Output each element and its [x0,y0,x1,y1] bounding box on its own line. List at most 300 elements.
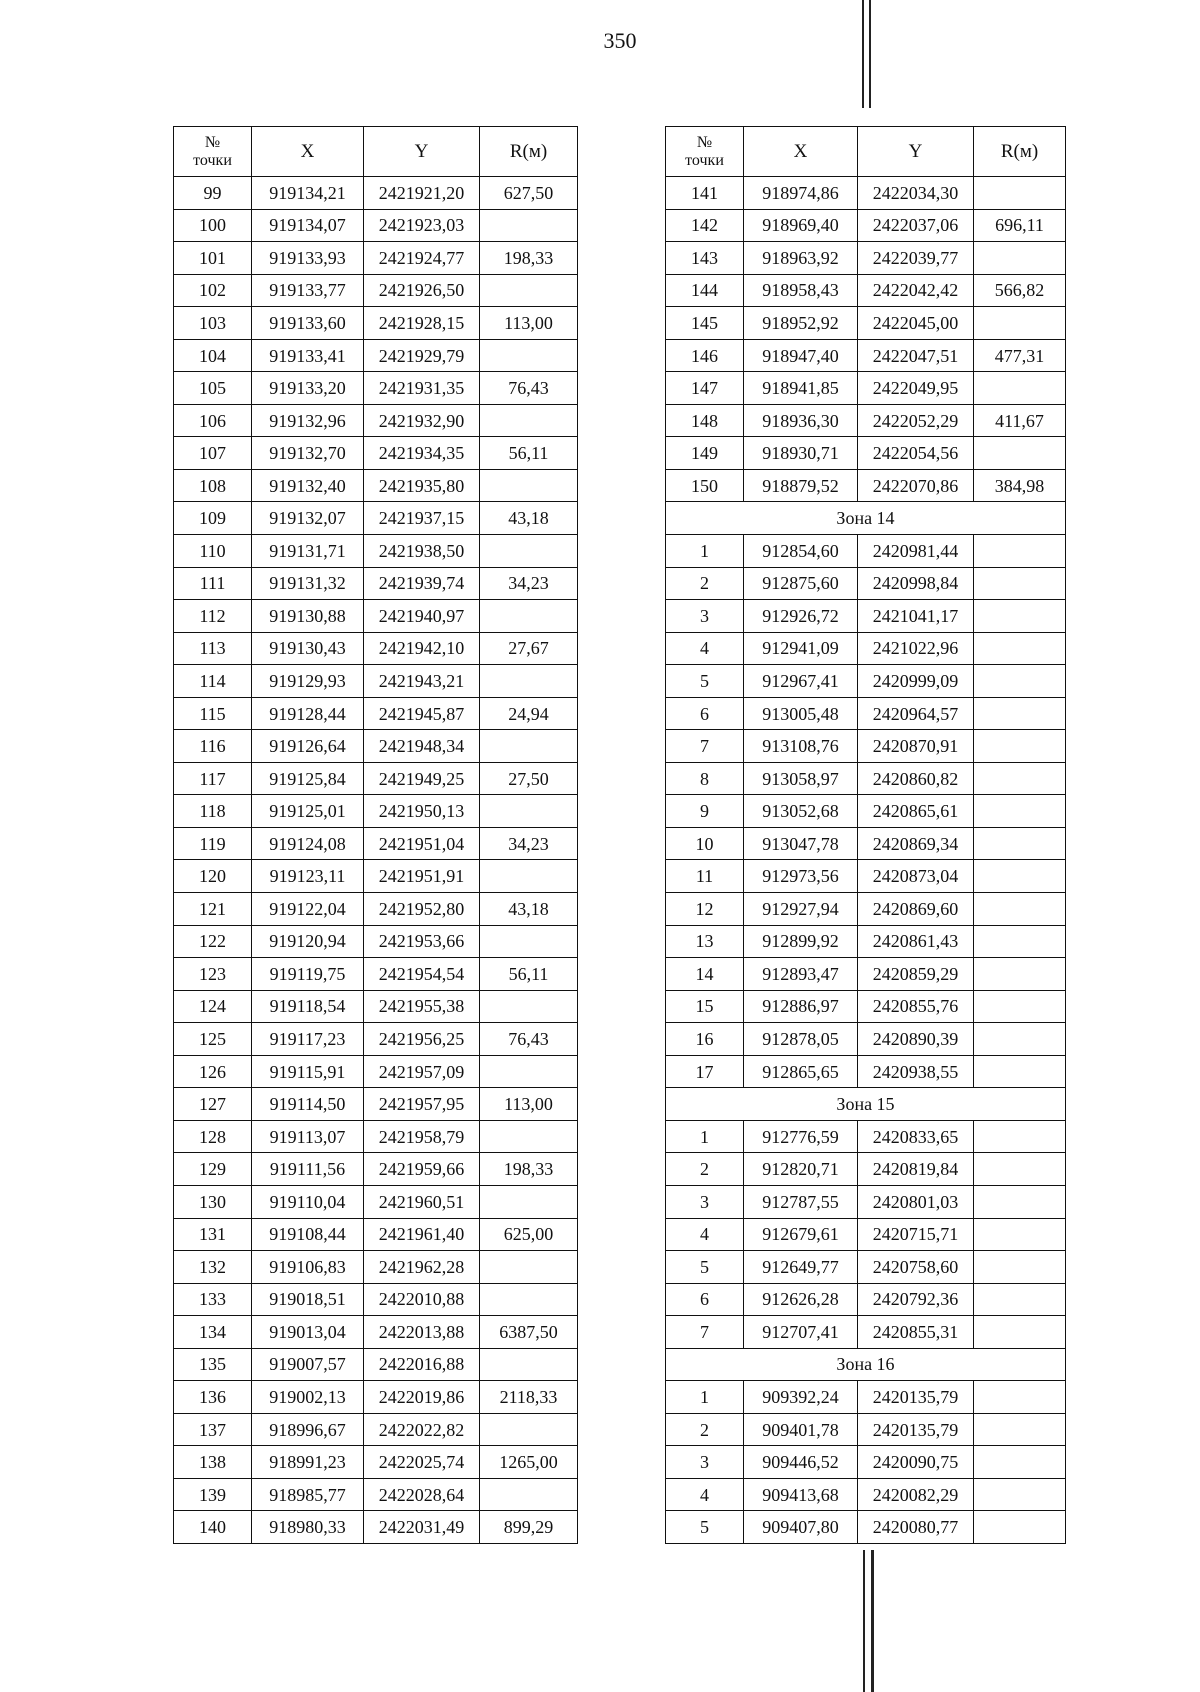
cell-radius [480,1348,578,1381]
table-row [666,1185,1066,1218]
cell-point-number: 2 [666,567,744,600]
cell-y: 2421962,28 [364,1251,480,1284]
cell-point-number: 109 [174,502,252,535]
cell-y: 2422028,64 [364,1478,480,1511]
cell-y: 2420964,57 [858,697,974,730]
cell-point-number: 12 [666,893,744,926]
cell-radius: 113,00 [480,307,578,340]
table-row [174,242,578,275]
cell-x: 919122,04 [252,893,364,926]
cell-point-number: 9 [666,795,744,828]
table-row [174,469,578,502]
cell-point-number: 122 [174,925,252,958]
cell-x: 912875,60 [744,567,858,600]
cell-point-number: 134 [174,1316,252,1349]
cell-y: 2421955,38 [364,990,480,1023]
cell-x: 919115,91 [252,1055,364,1088]
cell-y: 2420715,71 [858,1218,974,1251]
cell-y: 2421926,50 [364,274,480,307]
cell-radius [974,958,1066,991]
table-header-row [174,127,578,177]
cell-radius [480,600,578,633]
cell-y: 2420999,09 [858,665,974,698]
cell-point-number: 150 [666,469,744,502]
cell-x: 912973,56 [744,860,858,893]
table-row [174,274,578,307]
cell-radius: 198,33 [480,242,578,275]
page-number: 350 [603,28,637,53]
cell-x: 919013,04 [252,1316,364,1349]
cell-radius [974,307,1066,340]
cell-y: 2422070,86 [858,469,974,502]
cell-point-number: 5 [666,665,744,698]
table-row [666,958,1066,991]
cell-x: 919133,77 [252,274,364,307]
cell-radius: 27,50 [480,762,578,795]
table-row [174,177,578,210]
cell-radius: 384,98 [974,469,1066,502]
binding-rule-top [862,0,871,108]
cell-radius [974,1413,1066,1446]
cell-radius: 34,23 [480,567,578,600]
table-row [666,697,1066,730]
cell-y: 2421960,51 [364,1185,480,1218]
cell-radius [480,730,578,763]
cell-radius [974,990,1066,1023]
cell-x: 918958,43 [744,274,858,307]
cell-y: 2422039,77 [858,242,974,275]
cell-radius [974,632,1066,665]
cell-y: 2420135,79 [858,1413,974,1446]
cell-radius: 6387,50 [480,1316,578,1349]
cell-y: 2421921,20 [364,177,480,210]
cell-radius [974,567,1066,600]
cell-x: 912679,61 [744,1218,858,1251]
cell-radius [480,1185,578,1218]
cell-y: 2421951,91 [364,860,480,893]
cell-radius: 113,00 [480,1088,578,1121]
cell-point-number: 144 [666,274,744,307]
cell-y: 2420080,77 [858,1511,974,1544]
table-row [174,1023,578,1056]
cell-point-number: 133 [174,1283,252,1316]
cell-radius [974,535,1066,568]
cell-y: 2420819,84 [858,1153,974,1186]
cell-x: 912926,72 [744,600,858,633]
cell-radius: 2118,33 [480,1381,578,1414]
cell-y: 2421931,35 [364,372,480,405]
table-row [174,990,578,1023]
table-row [174,1316,578,1349]
table-row [666,990,1066,1023]
table-row [174,1088,578,1121]
cell-y: 2421953,66 [364,925,480,958]
cell-y: 2421949,25 [364,762,480,795]
cell-y: 2421961,40 [364,1218,480,1251]
cell-radius [480,1478,578,1511]
cell-radius [974,795,1066,828]
table-row [174,600,578,633]
cell-radius: 56,11 [480,958,578,991]
cell-radius [480,535,578,568]
cell-x: 918974,86 [744,177,858,210]
table-row [666,535,1066,568]
table-row [174,1446,578,1479]
cell-point-number: 1 [666,535,744,568]
cell-point-number: 103 [174,307,252,340]
header-x: X [744,127,858,177]
cell-y: 2421923,03 [364,209,480,242]
cell-y: 2421952,80 [364,893,480,926]
cell-point-number: 146 [666,339,744,372]
cell-point-number: 4 [666,1218,744,1251]
cell-radius: 56,11 [480,437,578,470]
table-row [174,404,578,437]
table-row [666,893,1066,926]
cell-radius: 477,31 [974,339,1066,372]
cell-radius [480,665,578,698]
cell-radius [974,242,1066,275]
cell-point-number: 116 [174,730,252,763]
table-row [666,1446,1066,1479]
cell-y: 2421957,95 [364,1088,480,1121]
cell-radius [974,1185,1066,1218]
table-row [666,567,1066,600]
table-row [666,827,1066,860]
cell-x: 918947,40 [744,339,858,372]
cell-radius [480,1413,578,1446]
cell-x: 912886,97 [744,990,858,1023]
cell-y: 2421957,09 [364,1055,480,1088]
table-row [666,372,1066,405]
cell-radius [480,1055,578,1088]
cell-point-number: 5 [666,1511,744,1544]
cell-y: 2420998,84 [858,567,974,600]
cell-point-number: 130 [174,1185,252,1218]
cell-y: 2420869,60 [858,893,974,926]
cell-point-number: 123 [174,958,252,991]
cell-x: 912967,41 [744,665,858,698]
cell-point-number: 132 [174,1251,252,1284]
cell-radius [974,1381,1066,1414]
cell-radius [480,990,578,1023]
table-row [174,632,578,665]
cell-x: 919117,23 [252,1023,364,1056]
cell-y: 2421950,13 [364,795,480,828]
cell-x: 919111,56 [252,1153,364,1186]
cell-point-number: 147 [666,372,744,405]
cell-x: 919002,13 [252,1381,364,1414]
table-row [174,437,578,470]
cell-x: 919132,70 [252,437,364,470]
table-row [174,827,578,860]
cell-radius [974,177,1066,210]
cell-y: 2422019,86 [364,1381,480,1414]
cell-x: 918936,30 [744,404,858,437]
cell-point-number: 149 [666,437,744,470]
cell-point-number: 143 [666,242,744,275]
cell-radius [480,209,578,242]
table-row [666,632,1066,665]
cell-point-number: 136 [174,1381,252,1414]
cell-y: 2421929,79 [364,339,480,372]
cell-radius [974,1218,1066,1251]
table-header-row [666,127,1066,177]
cell-y: 2420135,79 [858,1381,974,1414]
zone-heading: Зона 16 [666,1348,1066,1381]
cell-y: 2422031,49 [364,1511,480,1544]
cell-point-number: 3 [666,1185,744,1218]
cell-point-number: 131 [174,1218,252,1251]
cell-point-number: 145 [666,307,744,340]
table-row [174,1381,578,1414]
cell-point-number: 114 [174,665,252,698]
table-row [666,404,1066,437]
cell-x: 913108,76 [744,730,858,763]
table-row [174,795,578,828]
cell-point-number: 148 [666,404,744,437]
table-row [666,307,1066,340]
table-row [174,1120,578,1153]
cell-radius [974,600,1066,633]
cell-radius: 76,43 [480,1023,578,1056]
cell-y: 2421928,15 [364,307,480,340]
cell-point-number: 17 [666,1055,744,1088]
cell-y: 2422034,30 [858,177,974,210]
cell-radius [974,827,1066,860]
cell-x: 919128,44 [252,697,364,730]
cell-y: 2420870,91 [858,730,974,763]
cell-radius [480,795,578,828]
cell-y: 2422052,29 [858,404,974,437]
cell-radius [974,1251,1066,1284]
table-row [174,730,578,763]
cell-point-number: 7 [666,730,744,763]
table-row [666,860,1066,893]
table-row [174,1153,578,1186]
table-row [174,1218,578,1251]
cell-y: 2421022,96 [858,632,974,665]
cell-radius: 411,67 [974,404,1066,437]
cell-point-number: 124 [174,990,252,1023]
zone-heading-row [666,1088,1066,1121]
cell-radius [480,274,578,307]
header-y: Y [364,127,480,177]
cell-x: 919120,94 [252,925,364,958]
table-row [666,1381,1066,1414]
table-row [666,665,1066,698]
cell-y: 2420833,65 [858,1120,974,1153]
cell-y: 2420860,82 [858,762,974,795]
table-row [666,1023,1066,1056]
cell-point-number: 138 [174,1446,252,1479]
table-row [174,339,578,372]
table-row [174,1511,578,1544]
cell-point-number: 100 [174,209,252,242]
table-row [174,567,578,600]
table-row [174,958,578,991]
cell-radius [480,404,578,437]
table-row [666,209,1066,242]
cell-radius: 566,82 [974,274,1066,307]
cell-x: 919130,88 [252,600,364,633]
cell-x: 918952,92 [744,307,858,340]
cell-point-number: 127 [174,1088,252,1121]
cell-radius [974,893,1066,926]
cell-x: 919124,08 [252,827,364,860]
cell-point-number: 139 [174,1478,252,1511]
cell-x: 919110,04 [252,1185,364,1218]
cell-y: 2421942,10 [364,632,480,665]
cell-point-number: 1 [666,1120,744,1153]
cell-radius: 198,33 [480,1153,578,1186]
cell-y: 2420869,34 [858,827,974,860]
cell-radius [974,1120,1066,1153]
table-row [666,1478,1066,1511]
cell-y: 2420981,44 [858,535,974,568]
zone-heading: Зона 15 [666,1088,1066,1121]
cell-point-number: 13 [666,925,744,958]
table-row [174,502,578,535]
cell-x: 919130,43 [252,632,364,665]
cell-point-number: 102 [174,274,252,307]
table-row [666,795,1066,828]
cell-y: 2420090,75 [858,1446,974,1479]
table-row [666,469,1066,502]
cell-y: 2421945,87 [364,697,480,730]
cell-point-number: 135 [174,1348,252,1381]
cell-radius [480,860,578,893]
cell-radius [974,1316,1066,1349]
cell-point-number: 119 [174,827,252,860]
cell-y: 2422025,74 [364,1446,480,1479]
cell-point-number: 142 [666,209,744,242]
cell-x: 909401,78 [744,1413,858,1446]
cell-radius: 27,67 [480,632,578,665]
cell-y: 2422054,56 [858,437,974,470]
cell-y: 2421951,04 [364,827,480,860]
cell-y: 2422010,88 [364,1283,480,1316]
cell-x: 918969,40 [744,209,858,242]
table-row [666,1218,1066,1251]
cell-x: 919133,60 [252,307,364,340]
cell-point-number: 108 [174,469,252,502]
cell-point-number: 8 [666,762,744,795]
cell-x: 919113,07 [252,1120,364,1153]
header-y: Y [858,127,974,177]
table-row [666,1316,1066,1349]
cell-x: 912941,09 [744,632,858,665]
cell-x: 912865,65 [744,1055,858,1088]
cell-y: 2420855,31 [858,1316,974,1349]
table-row [174,1055,578,1088]
cell-x: 912878,05 [744,1023,858,1056]
cell-x: 918996,67 [252,1413,364,1446]
cell-point-number: 14 [666,958,744,991]
cell-y: 2421934,35 [364,437,480,470]
cell-y: 2420082,29 [858,1478,974,1511]
header-point-number: № точки [174,127,252,177]
table-row [666,762,1066,795]
cell-point-number: 107 [174,437,252,470]
cell-x: 919132,07 [252,502,364,535]
cell-x: 912893,47 [744,958,858,991]
cell-y: 2420801,03 [858,1185,974,1218]
table-row [174,209,578,242]
cell-x: 918985,77 [252,1478,364,1511]
cell-point-number: 1 [666,1381,744,1414]
table-row [174,1478,578,1511]
cell-y: 2420855,76 [858,990,974,1023]
cell-point-number: 137 [174,1413,252,1446]
cell-radius [480,925,578,958]
zone-heading: Зона 14 [666,502,1066,535]
binding-rule-bottom [863,1550,874,1692]
cell-radius: 43,18 [480,893,578,926]
cell-y: 2420861,43 [858,925,974,958]
table-row [666,1251,1066,1284]
cell-x: 912820,71 [744,1153,858,1186]
cell-radius [974,1055,1066,1088]
cell-x: 919131,32 [252,567,364,600]
table-row [174,860,578,893]
cell-x: 912626,28 [744,1283,858,1316]
header-radius: R(м) [974,127,1066,177]
cell-y: 2421943,21 [364,665,480,698]
cell-point-number: 99 [174,177,252,210]
table-row [174,1185,578,1218]
table-row [174,697,578,730]
table-row [666,242,1066,275]
cell-point-number: 4 [666,1478,744,1511]
cell-x: 919133,20 [252,372,364,405]
table-row [174,372,578,405]
table-row [666,274,1066,307]
cell-point-number: 110 [174,535,252,568]
table-row [666,1511,1066,1544]
cell-x: 919129,93 [252,665,364,698]
cell-point-number: 106 [174,404,252,437]
cell-radius [974,1283,1066,1316]
cell-radius [480,1251,578,1284]
cell-radius: 43,18 [480,502,578,535]
cell-x: 919126,64 [252,730,364,763]
table-row [666,1120,1066,1153]
cell-y: 2422022,82 [364,1413,480,1446]
cell-point-number: 3 [666,1446,744,1479]
cell-x: 919106,83 [252,1251,364,1284]
table-row [174,925,578,958]
cell-y: 2422049,95 [858,372,974,405]
cell-x: 913058,97 [744,762,858,795]
coordinates-table-right [665,126,1066,1544]
cell-radius [480,339,578,372]
cell-radius [974,1478,1066,1511]
cell-radius: 76,43 [480,372,578,405]
cell-x: 919125,01 [252,795,364,828]
cell-x: 918930,71 [744,437,858,470]
cell-y: 2421932,90 [364,404,480,437]
cell-x: 919125,84 [252,762,364,795]
header-radius: R(м) [480,127,578,177]
cell-x: 918879,52 [744,469,858,502]
cell-point-number: 118 [174,795,252,828]
cell-x: 918980,33 [252,1511,364,1544]
cell-y: 2420938,55 [858,1055,974,1088]
cell-y: 2421939,74 [364,567,480,600]
cell-x: 919133,93 [252,242,364,275]
cell-point-number: 6 [666,697,744,730]
